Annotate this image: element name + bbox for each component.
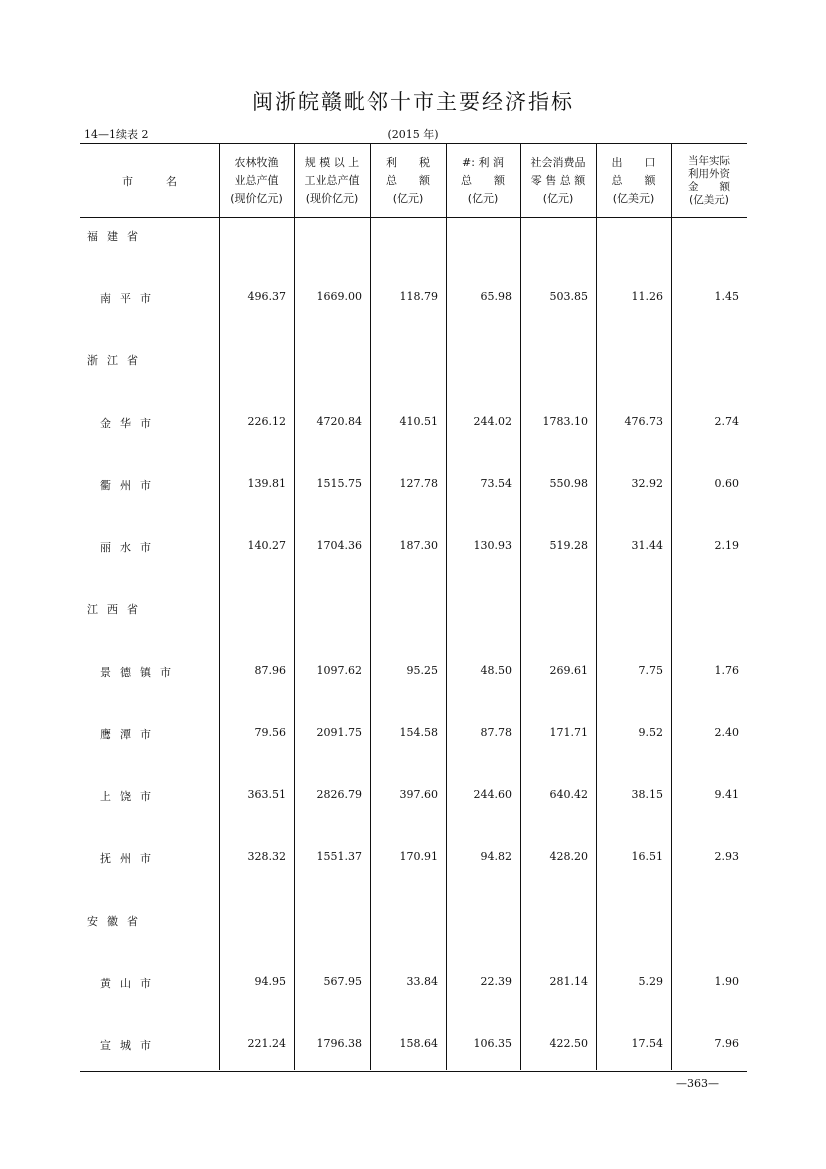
header-divider <box>80 217 747 218</box>
table-cell: 2.40 <box>714 726 739 739</box>
table-cell: 328.32 <box>247 850 286 863</box>
column-header <box>520 150 596 212</box>
table-cell: 16.51 <box>631 850 663 863</box>
city-name: 抚州市 <box>100 852 160 865</box>
column-header-line: (亿元) <box>467 192 499 205</box>
table-cell: 410.51 <box>399 415 438 428</box>
table-cell: 127.78 <box>399 477 438 490</box>
table-cell: 428.20 <box>549 850 588 863</box>
column-header-line: 总 额 <box>611 174 656 187</box>
table-cell: 22.39 <box>480 975 512 988</box>
city-name: 黄山市 <box>100 977 160 990</box>
table-cell: 87.96 <box>254 664 286 677</box>
table-cell: 87.78 <box>480 726 512 739</box>
table-cell: 158.64 <box>399 1037 438 1050</box>
table-row <box>80 539 747 559</box>
province-name: 福建省 <box>87 230 147 243</box>
column-header-line: 社会消费品 <box>530 156 586 169</box>
table-row <box>80 726 747 746</box>
table-row <box>80 290 747 310</box>
table-cell: 187.30 <box>399 539 438 552</box>
column-header <box>370 150 446 212</box>
city-name: 衢州市 <box>100 479 160 492</box>
province-row <box>80 352 747 372</box>
province-name: 江西省 <box>87 603 147 616</box>
table-cell: 2.93 <box>714 850 739 863</box>
column-header <box>219 150 294 212</box>
city-name: 丽水市 <box>100 541 160 554</box>
column-header-line: 总 额 <box>461 174 505 187</box>
province-row <box>80 228 747 248</box>
column-header-line: 金 额 <box>688 181 730 193</box>
table-cell: 11.26 <box>631 290 663 303</box>
table-cell: 139.81 <box>247 477 286 490</box>
table-cell: 0.60 <box>714 477 739 490</box>
table-cell: 17.54 <box>631 1037 663 1050</box>
table-cell: 140.27 <box>247 539 286 552</box>
city-name: 宣城市 <box>100 1039 160 1052</box>
table-row <box>80 477 747 497</box>
table-cell: 130.93 <box>473 539 512 552</box>
table-year: (2015 年) <box>387 128 439 141</box>
column-header-line: 零 售 总 额 <box>530 174 586 187</box>
table-cell: 33.84 <box>406 975 438 988</box>
province-row <box>80 601 747 621</box>
table-cell: 170.91 <box>399 850 438 863</box>
column-header-line: (现价亿元) <box>305 192 359 205</box>
page-title: 闽浙皖赣毗邻十市主要经济指标 <box>252 90 574 114</box>
table-cell: 1704.36 <box>316 539 362 552</box>
table-cell: 1515.75 <box>316 477 362 490</box>
table-row <box>80 975 747 995</box>
table-row <box>80 1037 747 1057</box>
table-cell: 1669.00 <box>316 290 362 303</box>
province-row <box>80 913 747 933</box>
table-cell: 94.95 <box>254 975 286 988</box>
table-cell: 567.95 <box>323 975 362 988</box>
column-header-line: (现价亿元) <box>230 192 283 205</box>
table-cell: 118.79 <box>399 290 438 303</box>
table-row <box>80 850 747 870</box>
table-cell: 244.60 <box>473 788 512 801</box>
column-header-line: (亿美元) <box>612 192 655 205</box>
table-cell: 65.98 <box>480 290 512 303</box>
table-row <box>80 664 747 684</box>
column-header <box>671 150 747 212</box>
column-header-line: 业总产值 <box>234 174 279 187</box>
column-header <box>446 150 520 212</box>
table-cell: 363.51 <box>247 788 286 801</box>
city-name: 上饶市 <box>100 790 160 803</box>
column-header-line: (亿元) <box>542 192 574 205</box>
column-header <box>596 150 671 212</box>
table-cell: 94.82 <box>480 850 512 863</box>
table-cell: 1796.38 <box>316 1037 362 1050</box>
table-cell: 32.92 <box>631 477 663 490</box>
column-header <box>294 150 370 212</box>
table-cell: 244.02 <box>473 415 512 428</box>
table-cell: 2.19 <box>714 539 739 552</box>
table-cell: 7.75 <box>638 664 663 677</box>
column-header-line: #: 利 润 <box>462 156 504 169</box>
table-cell: 48.50 <box>480 664 512 677</box>
stub-header: 市 名 <box>122 175 177 188</box>
city-name: 金华市 <box>100 417 160 430</box>
table-cell: 2.74 <box>714 415 739 428</box>
table-cell: 95.25 <box>406 664 438 677</box>
column-header-line: 利用外资 <box>688 168 730 180</box>
table-cell: 4720.84 <box>316 415 362 428</box>
city-name: 景德镇市 <box>100 666 180 679</box>
table-cell: 640.42 <box>549 788 588 801</box>
province-name: 安徽省 <box>87 915 147 928</box>
table-cell: 281.14 <box>549 975 588 988</box>
table-cell: 171.71 <box>549 726 588 739</box>
table-cell: 1.90 <box>714 975 739 988</box>
table-cell: 503.85 <box>549 290 588 303</box>
column-header-line: 当年实际 <box>688 155 730 167</box>
table-cell: 31.44 <box>631 539 663 552</box>
table-cell: 1.76 <box>714 664 739 677</box>
table-cell: 79.56 <box>254 726 286 739</box>
table-cell: 9.41 <box>714 788 739 801</box>
table-cell: 1783.10 <box>542 415 588 428</box>
table-cell: 519.28 <box>549 539 588 552</box>
table-cell: 269.61 <box>549 664 588 677</box>
table-cell: 550.98 <box>549 477 588 490</box>
table-cell: 1.45 <box>714 290 739 303</box>
table-cell: 2091.75 <box>316 726 362 739</box>
table-cell: 397.60 <box>399 788 438 801</box>
column-header-line: (亿元) <box>392 192 424 205</box>
table-row <box>80 415 747 435</box>
table-cell: 9.52 <box>638 726 663 739</box>
table-cell: 1097.62 <box>316 664 362 677</box>
table-cell: 154.58 <box>399 726 438 739</box>
city-name: 南平市 <box>100 292 160 305</box>
province-name: 浙江省 <box>87 354 147 367</box>
table-cell: 476.73 <box>624 415 663 428</box>
table-cell: 7.96 <box>714 1037 739 1050</box>
page-number: —363— <box>676 1077 719 1090</box>
table-cell: 221.24 <box>247 1037 286 1050</box>
column-header-line: 工业总产值 <box>304 174 360 187</box>
column-header-line: 规 模 以 上 <box>304 156 360 169</box>
table-row <box>80 788 747 808</box>
table-cell: 5.29 <box>638 975 663 988</box>
table-cell: 1551.37 <box>316 850 362 863</box>
table-cell: 106.35 <box>473 1037 512 1050</box>
column-header-line: 农林牧渔 <box>234 156 279 169</box>
table-cell: 496.37 <box>247 290 286 303</box>
table-cell: 38.15 <box>631 788 663 801</box>
table-number: 14—1续表 2 <box>84 128 149 141</box>
column-header-line: 总 额 <box>386 174 430 187</box>
column-header-line: 利 税 <box>386 156 430 169</box>
table-cell: 422.50 <box>549 1037 588 1050</box>
city-name: 鹰潭市 <box>100 728 160 741</box>
table-cell: 73.54 <box>480 477 512 490</box>
table-cell: 2826.79 <box>316 788 362 801</box>
column-header-line: 出 口 <box>611 156 656 169</box>
column-header-line: (亿美元) <box>689 194 729 206</box>
table-cell: 226.12 <box>247 415 286 428</box>
